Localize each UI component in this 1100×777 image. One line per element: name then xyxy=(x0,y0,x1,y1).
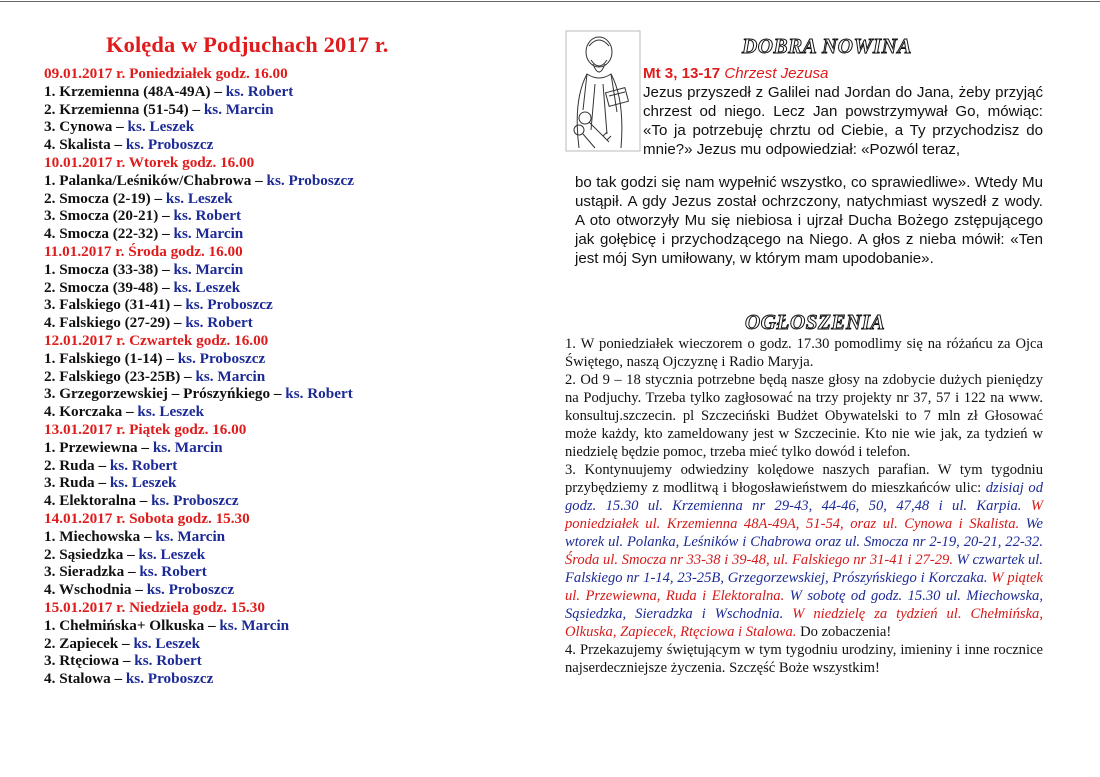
priest-name: ks. Leszek xyxy=(133,634,201,652)
priest-name: ks. Leszek xyxy=(173,278,241,296)
notice-3-thursday: W czwartek ul. Falskiego nr 1-14, 23-25B, Grzegorzewskiej, Prószyńskiego i Korczaka. xyxy=(565,552,1043,586)
priest-name: ks. Proboszcz xyxy=(185,296,273,314)
gospel-heading: DOBRA NOWINA xyxy=(742,34,912,58)
schedule-row xyxy=(44,314,514,332)
schedule-title: Kolęda w Podjuchach 2017 r. xyxy=(106,32,389,57)
street-label: 4. Korczaka – xyxy=(44,403,138,421)
schedule-row xyxy=(44,83,514,101)
priest-name: ks. Marcin xyxy=(203,100,274,118)
schedule-row xyxy=(44,528,514,546)
koleda-schedule xyxy=(44,32,514,688)
priest-name: ks. Robert xyxy=(134,652,202,670)
schedule-row xyxy=(44,207,514,225)
priest-name: ks. Proboszcz xyxy=(146,581,235,599)
schedule-row xyxy=(44,563,514,581)
schedule-day-title: 14.01.2017 r. Sobota godz. 15.30 xyxy=(44,509,250,527)
gospel-block xyxy=(643,64,1043,159)
schedule-row xyxy=(44,225,514,243)
schedule-row xyxy=(44,492,514,510)
notice-3-friday: W piątek ul. Przewiewna, Ruda i Elektoralna. xyxy=(565,570,1043,604)
notice-3-closing: Do zobaczenia! xyxy=(796,624,892,640)
notice-3-tuesday: We wtorek ul. Polanka, Leśników i Chabrowa oraz ul. Smocza nr 2-19, 20-21, 22-32. xyxy=(565,516,1043,550)
schedule-day-title: 13.01.2017 r. Piątek godz. 16.00 xyxy=(44,420,247,438)
schedule-day xyxy=(44,243,514,332)
schedule-day-title: 09.01.2017 r. Poniedziałek godz. 16.00 xyxy=(44,65,288,82)
priest-name: ks. Marcin xyxy=(155,527,226,545)
priest-name: ks. Robert xyxy=(139,563,207,581)
schedule-row xyxy=(44,546,514,564)
street-label: 2. Sąsiedzka – xyxy=(44,545,139,563)
priest-name: ks. Leszek xyxy=(138,545,206,563)
schedule-row xyxy=(44,118,514,136)
schedule-row xyxy=(44,172,514,190)
notice-3-saturday: W sobotę od godz. 15.30 ul. Miechowska, Sąsiedzka, Sieradzka i Wschodnia. xyxy=(565,588,1043,622)
notice-item-2: 2. Od 9 – 18 stycznia potrzebne będą nasze głosy na zdobycie dużych pieniędzy na Podjuchy. Trzeba tylko zagłosować na trzy projekty nr 37, 57 i 122 na www. konsultuj.szczecin. pl Szczeciński Budżet Obywatelski to 7 mln zł Głosować może każdy, kto zameldowany jest w Szczecinie. Kto nie wie jak, za tydzień w niedzielę będzie pomoc, trzeba mieć tylko dowód i telefon. xyxy=(565,372,1043,460)
street-label: 2. Ruda – xyxy=(44,456,110,474)
schedule-row xyxy=(44,670,514,688)
schedule-row xyxy=(44,368,514,386)
notices-heading: OGŁOSZENIA xyxy=(745,310,886,334)
schedule-day xyxy=(44,65,514,154)
schedule-row xyxy=(44,635,514,653)
street-label: 3. Falskiego (31-41) – xyxy=(44,296,186,314)
notice-3-monday: W poniedziałek ul. Krzemienna 48A-49A, 51-54, oraz ul. Cynowa i Skalista. xyxy=(565,498,1043,532)
street-label: 2. Smocza (2-19) – xyxy=(44,189,166,207)
street-label: 4. Stalowa – xyxy=(44,670,126,688)
street-label: 4. Skalista – xyxy=(44,136,126,154)
street-label: 1. Smocza (33-38) – xyxy=(44,260,174,278)
notice-item-1: 1. W poniedziałek wieczorem o godz. 17.30 pomodlimy się na różańcu za Ojca Świętego, naszą Ojczyznę i Radio Maryja. xyxy=(565,336,1043,370)
notices-list xyxy=(565,335,1043,677)
street-label: 1. Miechowska – xyxy=(44,527,156,545)
priest-name: ks. Robert xyxy=(173,207,241,225)
street-label: 1. Krzemienna (48A-49A) – xyxy=(44,82,226,100)
schedule-row xyxy=(44,350,514,368)
priest-name: ks. Leszek xyxy=(165,189,233,207)
street-label: 3. Grzegorzewskiej – Prószyńkiego – xyxy=(44,385,286,403)
street-label: 3. Ruda – xyxy=(44,474,110,492)
priest-name: ks. Marcin xyxy=(219,616,290,634)
schedule-row xyxy=(44,652,514,670)
schedule-row xyxy=(44,403,514,421)
schedule-row xyxy=(44,581,514,599)
notice-3-intro: 3. Kontynuujemy odwiedziny kolędowe naszych parafian. W tym tygodniu przybędziemy z modlitwą i błogosławieństwem do mieszkańców ulic: xyxy=(565,462,1043,496)
notice-3-wednesday: Środa ul. Smocza nr 33-38 i 39-48, ul. Falskiego nr 31-41 i 27-29. xyxy=(565,552,953,568)
street-label: 1. Palanka/Leśników/Chabrowa – xyxy=(44,171,267,189)
schedule-row xyxy=(44,261,514,279)
schedule-row xyxy=(44,101,514,119)
priest-name: ks. Proboszcz xyxy=(266,171,354,189)
priest-name: ks. Proboszcz xyxy=(151,492,239,510)
schedule-day-title: 12.01.2017 r. Czwartek godz. 16.00 xyxy=(44,331,269,349)
schedule-day xyxy=(44,599,514,688)
schedule-row xyxy=(44,457,514,475)
schedule-day xyxy=(44,332,514,421)
saint-peter-with-keys-illustration xyxy=(565,30,641,152)
priest-name: ks. Proboszcz xyxy=(125,670,214,688)
street-label: 4. Falskiego (27-29) – xyxy=(44,314,186,332)
street-label: 2. Falskiego (23-25B) – xyxy=(44,367,196,385)
priest-name: ks. Proboszcz xyxy=(125,136,214,154)
gospel-text-rest: bo tak godzi się nam wypełnić wszystko, co sprawiedliwe». Wtedy Mu ustąpił. A gdy Jezus został ochrzczony, natychmiast wyszedł z wody. A oto otworzyły Mu się niebiosa i ujrzał Ducha Bożego zstępującego jak gołębicę i przychodzącego na Niego. A głos z nieba mówił: «Ten jest mój Syn umiłowany, w którym mam upodobanie». xyxy=(575,174,1043,267)
schedule-row xyxy=(44,439,514,457)
priest-name: ks. Leszek xyxy=(127,118,195,136)
street-label: 3. Sieradzka – xyxy=(44,563,140,581)
schedule-day xyxy=(44,510,514,599)
notice-item-4: 4. Przekazujemy świętującym w tym tygodniu urodziny, imieniny i inne rocznice najserdeczniejsze życzenia. Szczęść Boże wszystkim! xyxy=(565,642,1043,676)
street-label: 1. Przewiewna – xyxy=(44,438,153,456)
schedule-row xyxy=(44,617,514,635)
schedule-day xyxy=(44,154,514,243)
priest-name: ks. Robert xyxy=(285,385,353,403)
priest-name: ks. Proboszcz xyxy=(177,349,266,367)
schedule-day xyxy=(44,421,514,510)
street-label: 2. Zapiecek – xyxy=(44,634,134,652)
schedule-row xyxy=(44,190,514,208)
gospel-text-intro: Jezus przyszedł z Galilei nad Jordan do Jana, żeby przyjąć chrzest od niego. Lecz Jan powstrzymywał Go, mówiąc: «To ja potrzebuję chrztu od Ciebie, a Ty przychodzisz do mnie?» Jezus mu odpowiedział: «Pozwól teraz, xyxy=(643,84,1043,158)
street-label: 2. Krzemienna (51-54) – xyxy=(44,100,204,118)
priest-name: ks. Marcin xyxy=(152,438,223,456)
top-border xyxy=(0,1,1100,2)
schedule-row xyxy=(44,474,514,492)
street-label: 1. Falskiego (1-14) – xyxy=(44,349,178,367)
schedule-day-title: 10.01.2017 r. Wtorek godz. 16.00 xyxy=(44,153,255,171)
gospel-reference-title: Chrzest Jezusa xyxy=(724,65,829,82)
schedule-day-title: 15.01.2017 r. Niedziela godz. 15.30 xyxy=(44,598,265,616)
schedule-row xyxy=(44,385,514,403)
schedule-row xyxy=(44,136,514,154)
schedule-day-title: 11.01.2017 r. Środa godz. 16.00 xyxy=(44,242,243,260)
street-label: 1. Chełmińska+ Olkuska – xyxy=(44,616,220,634)
priest-name: ks. Marcin xyxy=(173,260,244,278)
priest-name: ks. Leszek xyxy=(109,474,177,492)
notice-3-sunday: W niedzielę za tydzień ul. Chełmińska, Olkuska, Zapiecek, Rtęciowa i Stalowa. xyxy=(565,606,1043,640)
street-label: 3. Rtęciowa – xyxy=(44,652,135,670)
schedule-row xyxy=(44,296,514,314)
priest-name: ks. Marcin xyxy=(195,367,266,385)
priest-name: ks. Marcin xyxy=(173,225,244,243)
street-label: 4. Wschodnia – xyxy=(44,581,147,599)
priest-name: ks. Robert xyxy=(225,82,294,100)
street-label: 3. Smocza (20-21) – xyxy=(44,207,174,225)
street-label: 4. Elektoralna – xyxy=(44,492,152,510)
notice-3-today: dzisiaj od godz. 15.30 ul. Krzemienna nr 29-43, 44-46, 50, 47,48 i ul. Karpia. xyxy=(565,480,1043,514)
schedule-row xyxy=(44,279,514,297)
schedule-days xyxy=(44,65,514,688)
notice-item-3 xyxy=(565,461,1043,641)
gospel-reference: Mt 3, 13-17 xyxy=(643,65,721,82)
priest-name: ks. Robert xyxy=(109,456,178,474)
priest-name: ks. Robert xyxy=(185,314,253,332)
street-label: 2. Smocza (39-48) – xyxy=(44,278,174,296)
street-label: 3. Cynowa – xyxy=(44,118,128,136)
priest-name: ks. Leszek xyxy=(137,403,205,421)
street-label: 4. Smocza (22-32) – xyxy=(44,225,174,243)
